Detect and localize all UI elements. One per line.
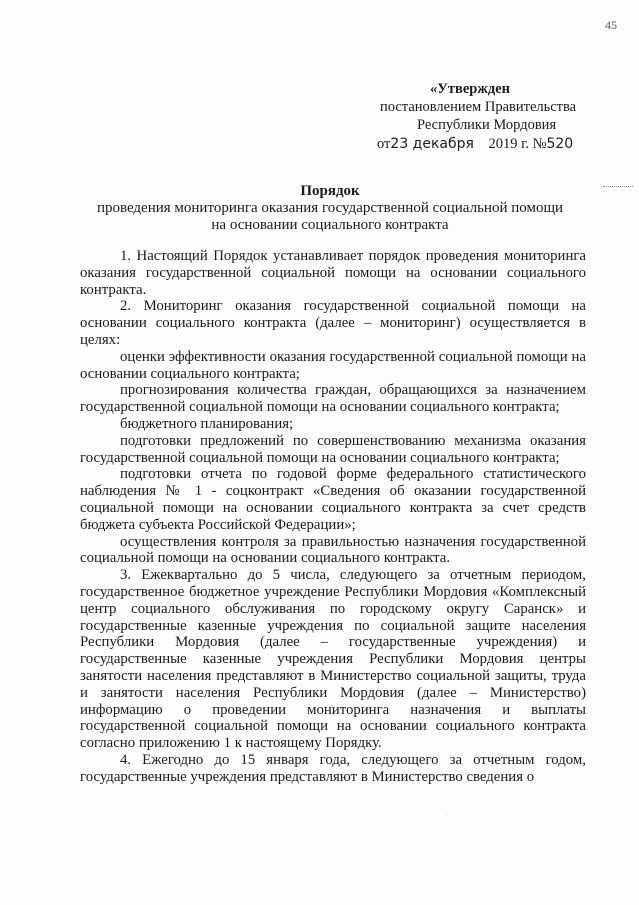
approval-stamp — [360, 80, 610, 153]
document-title: Порядок — [300, 183, 360, 199]
paragraph: бюджетного планирования; — [120, 415, 294, 432]
approval-line-2: постановлением Правительства — [380, 99, 577, 115]
paragraph: подготовки предложений по совершенствованию механизма оказания государственной социальной помощи на основании социального контракта; — [80, 432, 586, 466]
margin-mark — [603, 186, 633, 191]
paragraph: 2. Мониторинг оказания государственной социальной помощи на основании социального контракта (далее – мониторинг) осуществляется в целях: — [80, 298, 586, 348]
paragraph: прогнозирования количества граждан, обращающихся за назначением государственной социальной помощи на основании социального контракта; — [80, 382, 586, 416]
paragraph: подготовки отчета по годовой форме федерального статистического наблюдения № 1 - соцконтракт «Сведения об оказании государственной социальной помощи на основании социального контракта за счет средств бюджета субъекта Российской Федерации»; — [80, 466, 586, 533]
title-block — [60, 183, 600, 234]
document-subtitle-line-1: проведения мониторинга оказания государственной социальной помощи — [96, 200, 564, 216]
paragraph: 3. Ежеквартально до 5 числа, следующего за отчетным периодом, государственное бюджетное учреждение Республики Мордовия «Комплексный центр социального обслуживания по городскому округу Саранск» и государственные казенные учреждения по социальной защите населения Республики Мордовия (далее – государственные учреждения) и государственные казенные учреждения Республики Мордовия центры занятости населения представляют в Министерство социальной защиты, труда и занятости населения Республики Мордовия (далее – Министерство) информацию о проведении мониторинга назначения и выплаты государственной социальной помощи на основании социального контракта согласно приложению 1 к настоящему Порядку. — [80, 567, 586, 752]
approval-date-line — [360, 135, 610, 153]
paragraph: осуществления контроля за правильностью назначения государственной социальной помощи на основании социального контракта. — [80, 533, 586, 567]
date-prefix: от — [377, 136, 391, 152]
date-day-month: 23 декабря — [390, 136, 474, 152]
paragraph: 1. Настоящий Порядок устанавливает порядок проведения мониторинга оказания государственной социальной помощи на основании социального контракта. — [80, 248, 586, 298]
document-body — [80, 248, 586, 786]
page-number: 45 — [605, 18, 617, 32]
approval-line-3: Республики Мордовия — [417, 117, 557, 133]
date-year: 2019 г. № — [488, 136, 547, 152]
document-subtitle-line-2: на основании социального контракта — [211, 217, 449, 233]
paragraph: 4. Ежегодно до 15 января года, следующего за отчетным годом, государственные учреждения представляют в Министерство сведения о — [80, 751, 586, 785]
paragraph: оценки эффективности оказания государственной социальной помощи на основании социального контракта; — [80, 348, 586, 382]
approval-line-1: «Утвержден — [430, 81, 510, 97]
decree-number: 520 — [546, 136, 574, 152]
